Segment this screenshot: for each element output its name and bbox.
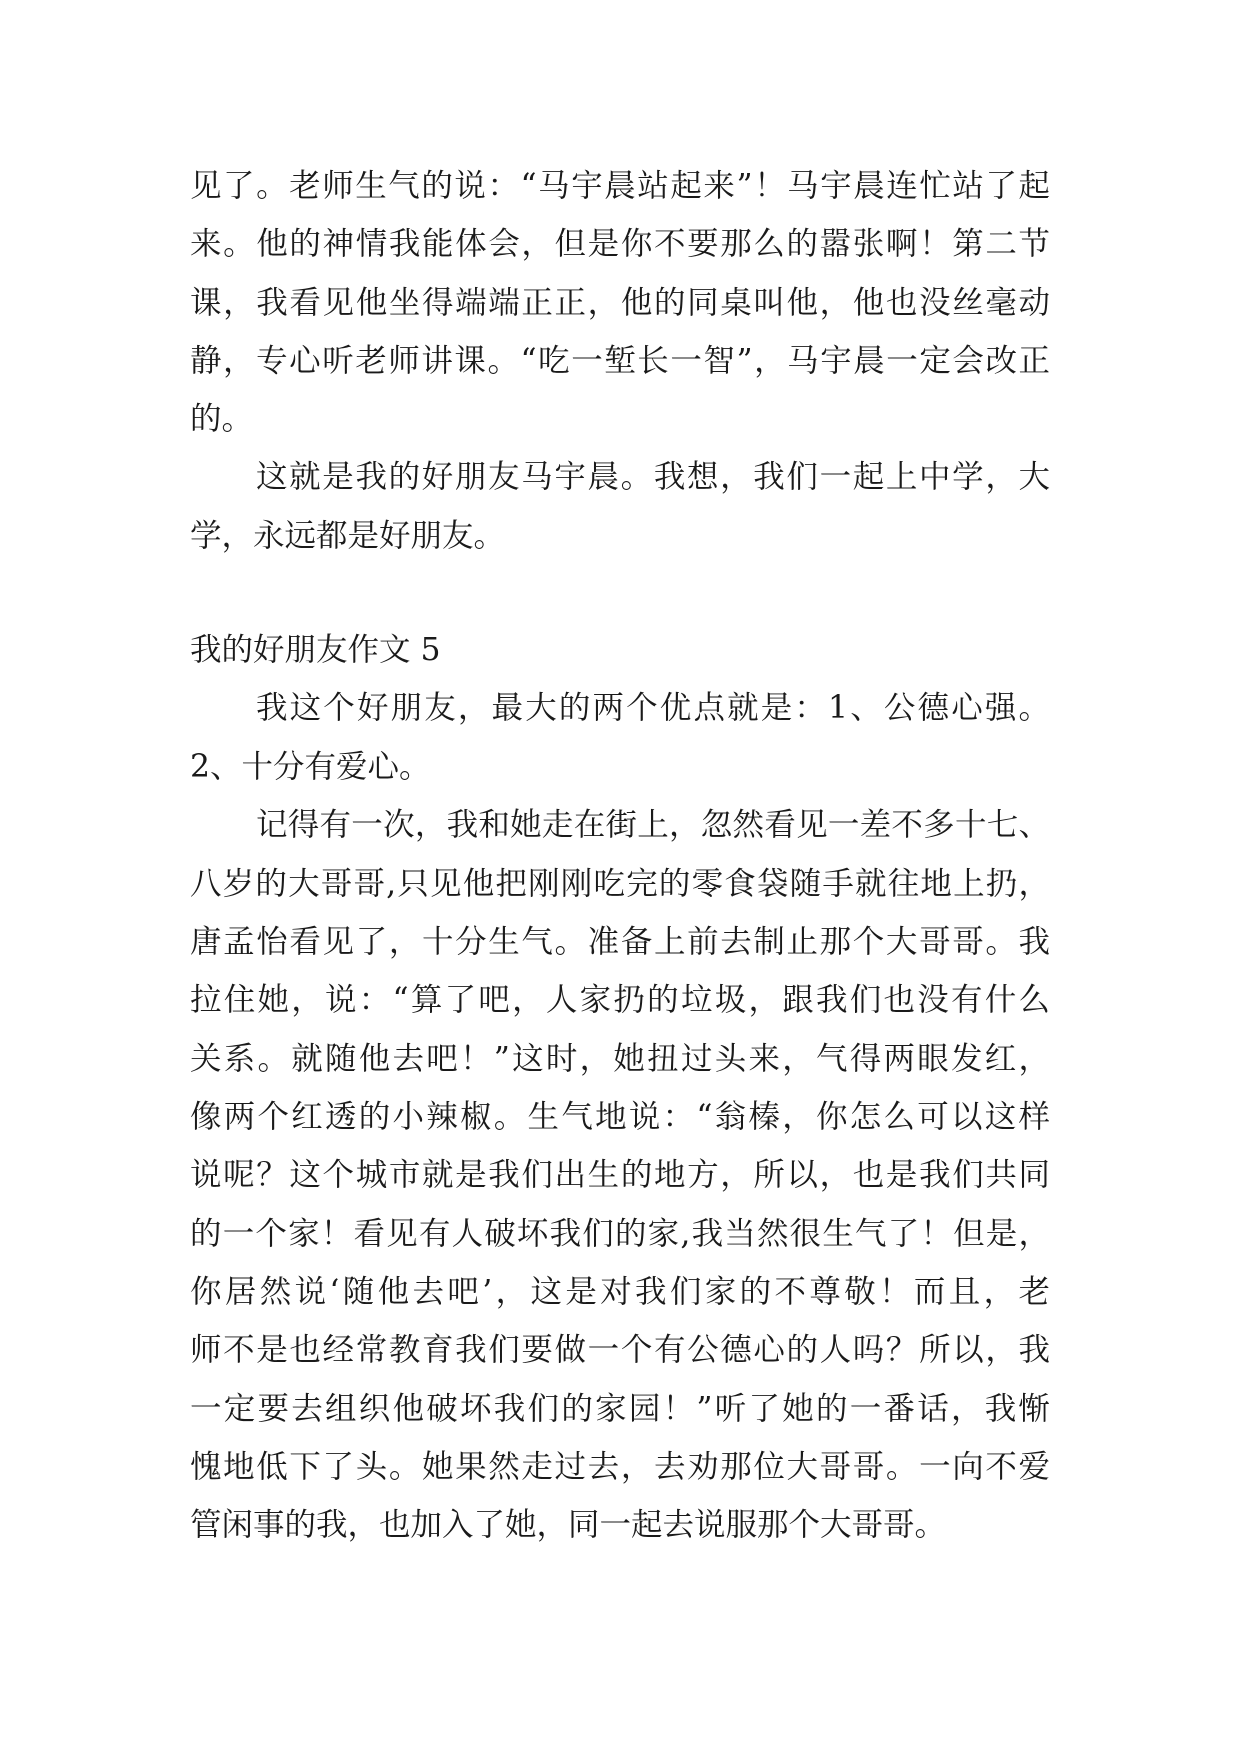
section-paragraph-2-line-1: 记得有一次，我和她走在街上，忽然看见一差不多十七、 (256, 807, 1050, 843)
paragraph-1-line-4: 静，专心听老师讲课。“吃一堑长一智”，马宇晨一定会改正 (190, 343, 1050, 379)
section-paragraph-2-line-9: 你居然说‘随他去吧’，这是对我们家的不尊敬！而且，老 (190, 1274, 1050, 1310)
section-paragraph-2-line-6: 像两个红透的小辣椒。生气地说：“翁榛，你怎么可以这样 (190, 1099, 1050, 1135)
paragraph-2-line-2: 学，永远都是好朋友。 (190, 518, 506, 554)
section-paragraph-2-line-7: 说呢？这个城市就是我们出生的地方，所以，也是我们共同 (190, 1157, 1050, 1193)
section-paragraph-2-line-8: 的一个家！看见有人破坏我们的家,我当然很生气了！但是， (190, 1216, 1050, 1252)
paragraph-1-line-1: 见了。老师生气的说：“马宇晨站起来”！马宇晨连忙站了起 (190, 168, 1050, 204)
section-paragraph-2-line-4: 拉住她，说：“算了吧，人家扔的垃圾，跟我们也没有什么 (190, 982, 1050, 1018)
section-paragraph-1-line-2: 2、十分有爱心。 (190, 749, 431, 785)
paragraph-2-line-1: 这就是我的好朋友马宇晨。我想，我们一起上中学，大 (256, 459, 1050, 495)
section-paragraph-2-line-10: 师不是也经常教育我们要做一个有公德心的人吗？所以，我 (190, 1332, 1050, 1368)
section-paragraph-2-line-12: 愧地低下了头。她果然走过去，去劝那位大哥哥。一向不爱 (190, 1449, 1050, 1485)
section-paragraph-2-line-5: 关系。就随他去吧！”这时，她扭过头来，气得两眼发红， (190, 1041, 1050, 1077)
section-title: 我的好朋友作文 5 (190, 632, 441, 668)
paragraph-1-line-3: 课，我看见他坐得端端正正，他的同桌叫他，他也没丝毫动 (190, 285, 1050, 321)
section-paragraph-1-line-1: 我这个好朋友，最大的两个优点就是：1、公德心强。 (256, 690, 1050, 726)
paragraph-1-line-2: 来。他的神情我能体会，但是你不要那么的嚣张啊！第二节 (190, 226, 1050, 262)
section-paragraph-2-line-3: 唐孟怡看见了，十分生气。准备上前去制止那个大哥哥。我 (190, 924, 1050, 960)
paragraph-1-line-5: 的。 (190, 401, 254, 437)
section-paragraph-2-line-11: 一定要去组织他破坏我们的家园！”听了她的一番话，我惭 (190, 1391, 1050, 1427)
section-paragraph-2-line-2: 八岁的大哥哥,只见他把刚刚吃完的零食袋随手就往地上扔， (190, 866, 1050, 902)
section-paragraph-2-line-13: 管闲事的我，也加入了她，同一起去说服那个大哥哥。 (190, 1507, 947, 1543)
